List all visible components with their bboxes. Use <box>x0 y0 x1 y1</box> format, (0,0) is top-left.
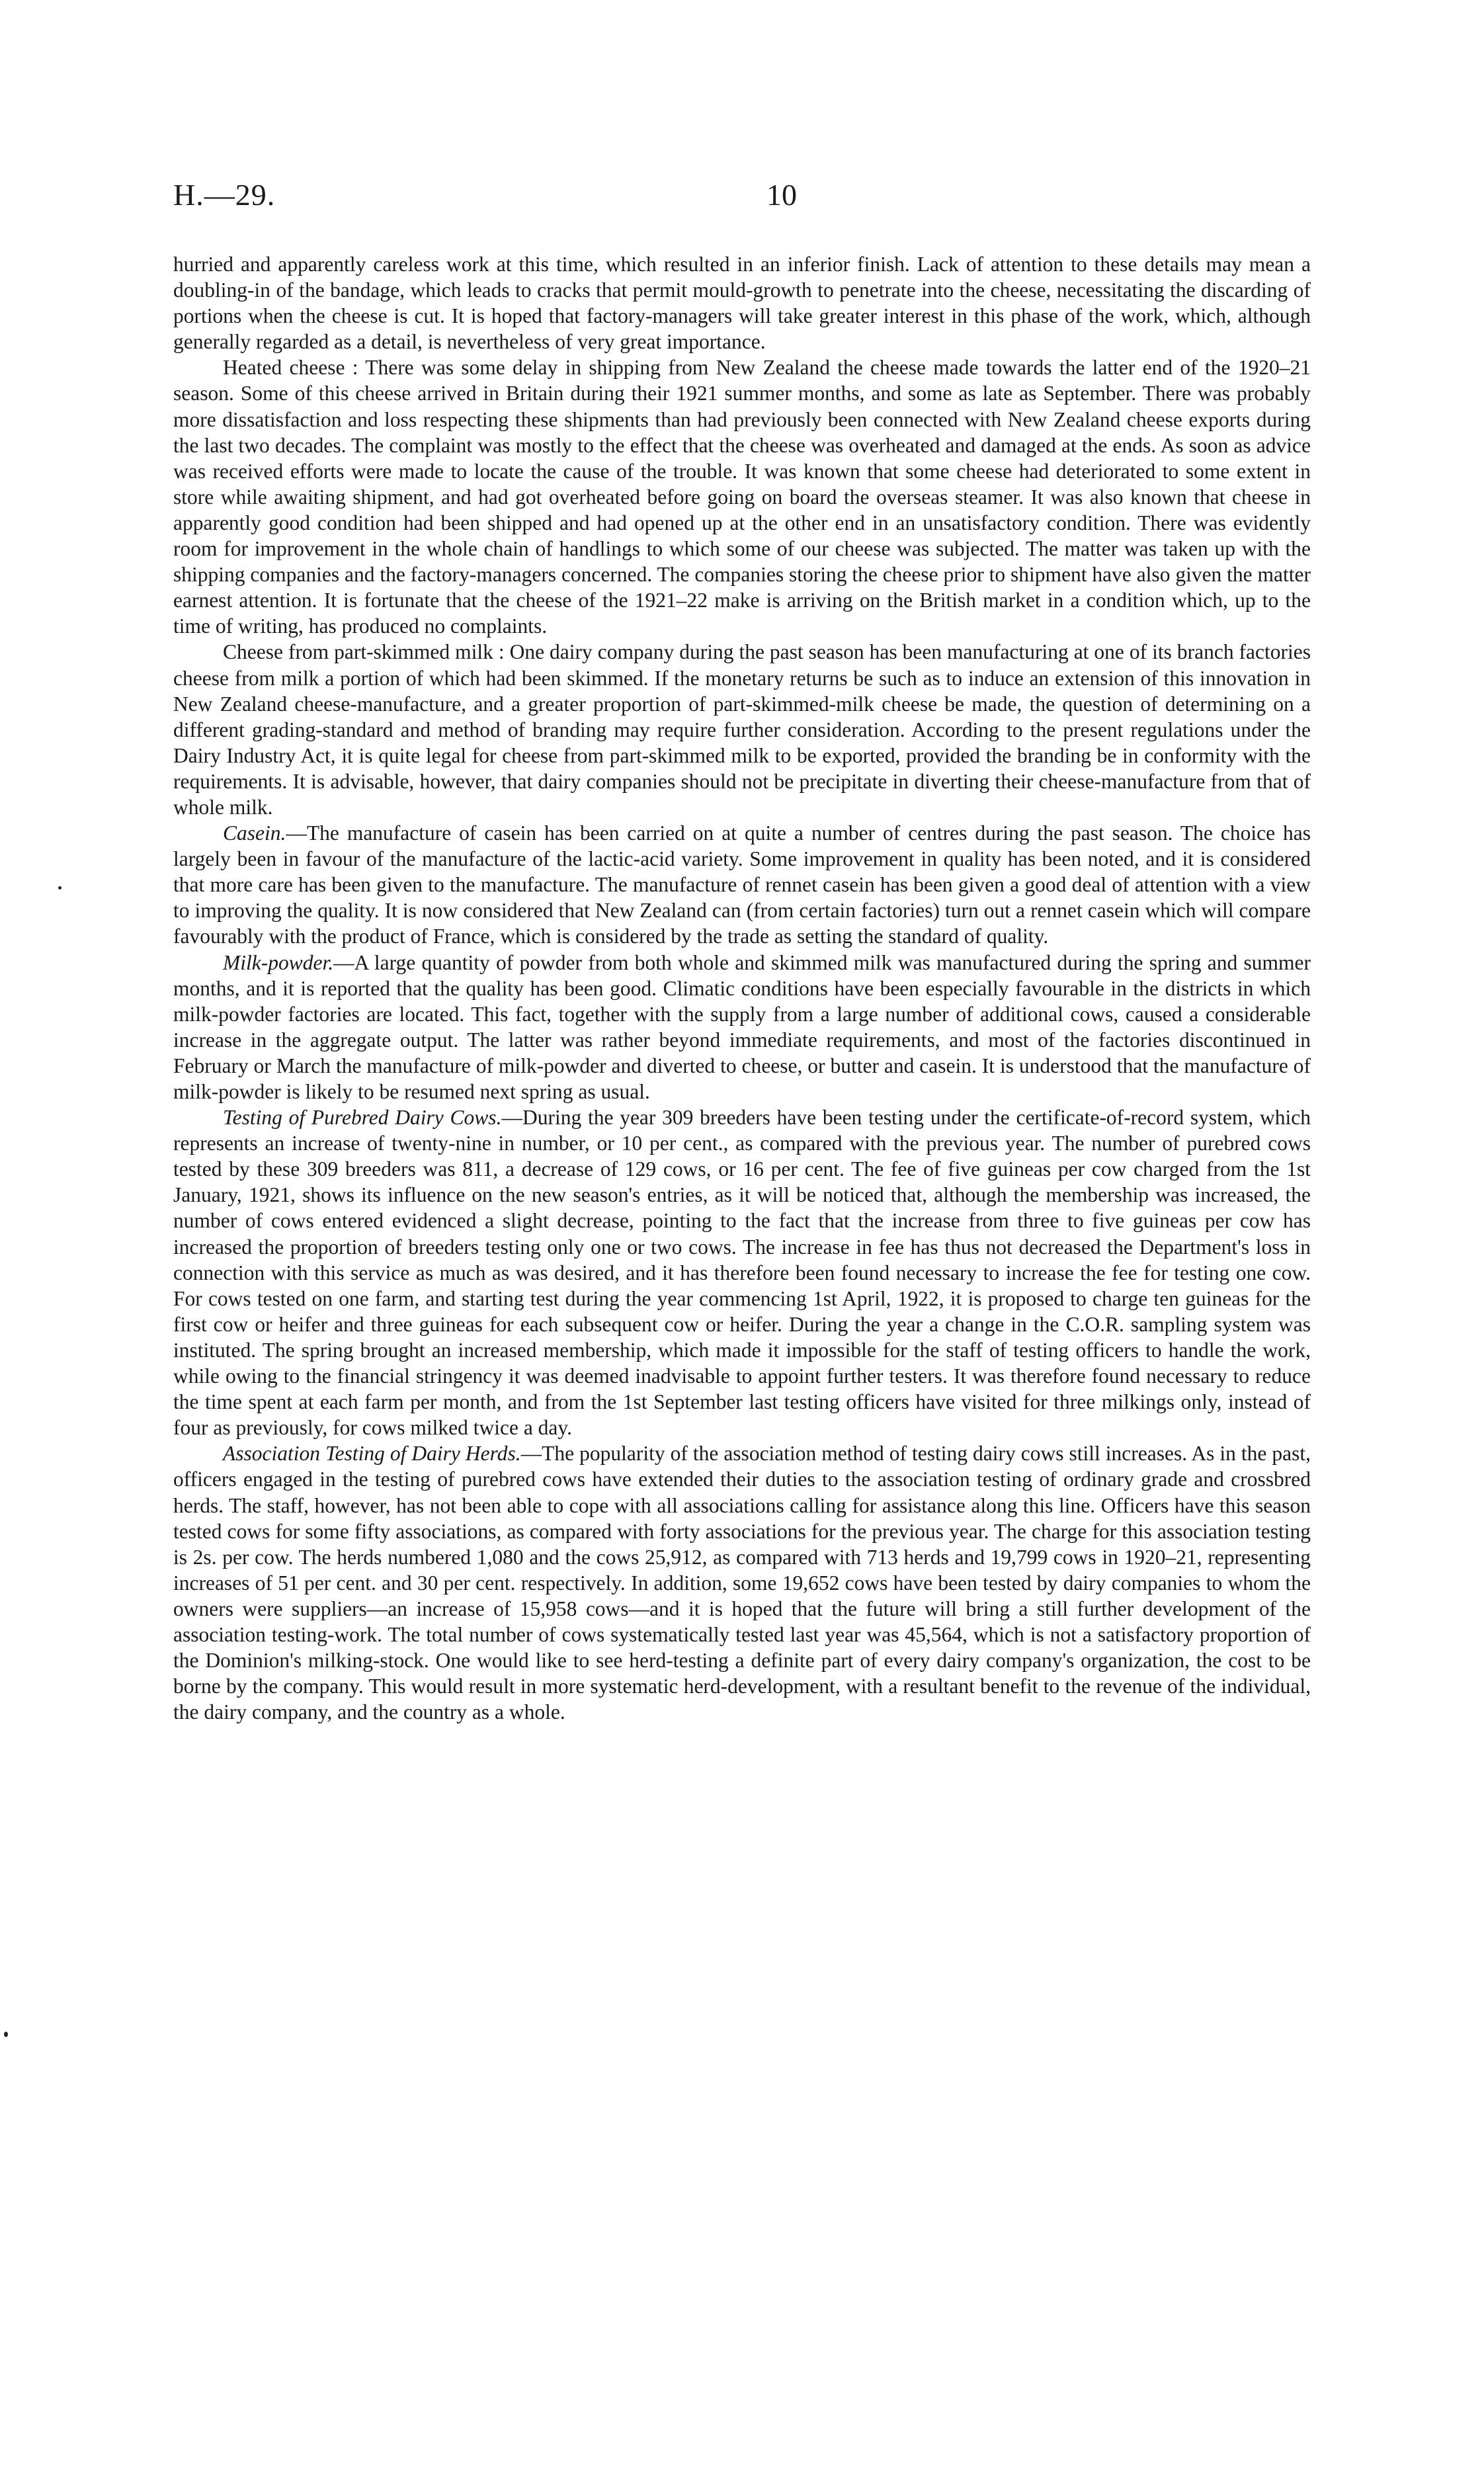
page-number: 10 <box>766 178 797 212</box>
scan-speck-mark <box>4 2032 8 2037</box>
paragraph-testing-purebred-cows <box>173 1104 1311 1440</box>
paragraph-heading: Association Testing of Dairy Herds. <box>223 1442 521 1466</box>
document-body <box>173 251 1311 1725</box>
paragraph-text: —During the year 309 breeders have been testing under the certificate-of-record system, which represents an increase of twenty-nine in number, or 10 per cent., as compared with the previous year. The number of purebred cows tested by these 309 breeders was 811, a decrease of 129 cows, or 16 per cent. The fee of five guineas per cow charged from the 1st January, 1921, shows its influence on the new season's entries, as it will be noticed that, although the membership was increased, the number of cows entered evidenced a slight decrease, pointing to the fact that the increase from three to five guineas per cow has increased the proportion of breeders testing only one or two cows. The increase in fee has thus not decreased the Department's loss in connection with this service as much as was desired, and it has therefore been found necessary to increase the fee for testing one cow. For cows tested on one farm, and starting test during the year commencing 1st April, 1922, it is proposed to charge ten guineas for the first cow or heifer and three guineas for each subsequent cow or heifer. During the year a change in the C.O.R. sampling system was instituted. The spring brought an increased membership, which made it impossible for the staff of testing officers to handle the work, while owing to the financial stringency it was deemed inadvisable to appoint further testers. It was therefore found necessary to reduce the time spent at each farm per month, and from the 1st September last testing officers have visited for three milkings only, instead of four as previously, for cows milked twice a day. <box>173 1106 1311 1440</box>
paragraph-casein <box>173 820 1311 949</box>
paragraph-text: hurried and apparently careless work at this time, which resulted in an inferior finish. Lack of attention to these details may mean a doubling-in of the bandage, which leads to cracks that permit mould-growth to penetrate into the cheese, necessitating the discarding of portions when the cheese is cut. It is hoped that factory-managers will take greater interest in this phase of the work, which, although generally regarded as a detail, is nevertheless of very great importance. <box>173 253 1311 354</box>
paragraph-part-skimmed-cheese <box>173 639 1311 820</box>
paragraph-heading: Milk-powder. <box>223 950 334 974</box>
paragraph-milk-powder <box>173 950 1311 1105</box>
paragraph-association-testing <box>173 1440 1311 1725</box>
scan-speck-mark <box>58 886 62 890</box>
paragraph-heading: Testing of Purebred Dairy Cows. <box>223 1106 502 1130</box>
paragraph-text: —The manufacture of casein has been carried on at quite a number of centres during the past season. The choice has largely been in favour of the manufacture of the lactic-acid variety. Some improvement in quality has been noted, and it is considered that more care has been given to the manufacture. The manufacture of rennet casein has been given a good deal of attention with a view to improving the quality. It is now considered that New Zealand can (from certain factories) turn out a rennet casein which will compare favourably with the product of France, which is considered by the trade as setting the standard of quality. <box>173 821 1311 948</box>
paragraph-text: Heated cheese : There was some delay in shipping from New Zealand the cheese made towards the latter end of the 1920–21 season. Some of this cheese arrived in Britain during their 1921 summer months, and some as late as September. There was probably more dissatisfaction and loss respecting these shipments than had previously been connected with New Zealand cheese exports during the last two decades. The complaint was mostly to the effect that the cheese was overheated and damaged at the ends. As soon as advice was received efforts were made to locate the cause of the trouble. It was known that some cheese had deteriorated to some extent in store while awaiting shipment, and had got overheated before going on board the overseas steamer. It was also known that cheese in apparently good condition had been shipped and had opened up at the other end in an unsatisfactory condition. There was evidently room for improvement in the whole chain of handlings to which some of our cheese was subjected. The matter was taken up with the shipping companies and the factory-managers concerned. The companies storing the cheese prior to shipment have also given the matter earnest attention. It is fortunate that the cheese of the 1921–22 make is arriving on the British market in a condition which, up to the time of writing, has produced no complaints. <box>173 356 1311 638</box>
paragraph-text: —The popularity of the association method of testing dairy cows still increases. As in the past, officers engaged in the testing of purebred cows have extended their duties to the association testing of ordinary grade and crossbred herds. The staff, however, has not been able to cope with all associations calling for assistance along this line. Officers have this season tested cows for some fifty associations, as compared with forty associations for the previous year. The charge for this association testing is 2s. per cow. The herds numbered 1,080 and the cows 25,912, as compared with 713 herds and 19,799 cows in 1920–21, representing increases of 51 per cent. and 30 per cent. respectively. In addition, some 19,652 cows have been tested by dairy companies to whom the owners were suppliers—an increase of 15,958 cows—and it is hoped that the future will bring a still further development of the association testing-work. The total number of cows systematically tested last year was 45,564, which is not a satisfactory proportion of the Dominion's milking-stock. One would like to see herd-testing a definite part of every dairy company's organization, the cost to be borne by the company. This would result in more systematic herd-development, with a resultant benefit to the revenue of the individual, the dairy company, and the country as a whole. <box>173 1442 1311 1724</box>
paragraph-heading: Casein. <box>223 821 286 845</box>
paragraph-continuation <box>173 251 1311 354</box>
paragraph-text: Cheese from part-skimmed milk : One dairy company during the past season has been manufacturing at one of its branch factories cheese from milk a portion of which had been skimmed. If the monetary returns be such as to induce an extension of this innovation in New Zealand cheese-manufacture, and a greater proportion of part-skimmed-milk cheese be made, the question of determining on a different grading-standard and method of branding may require further consideration. According to the present regulations under the Dairy Industry Act, it is quite legal for cheese from part-skimmed milk to be exported, provided the branding be in conformity with the requirements. It is advisable, however, that dairy companies should not be precipitate in diverting their cheese-manufacture from that of whole milk. <box>173 640 1311 819</box>
paragraph-text: —A large quantity of powder from both whole and skimmed milk was manufactured during the spring and summer months, and it is reported that the quality has been good. Climatic conditions have been especially favourable in the districts in which milk-powder factories are located. This fact, together with the supply from a large number of additional cows, caused a considerable increase in the aggregate output. The latter was rather beyond immediate requirements, and most of the factories discontinued in February or March the manufacture of milk-powder and diverted to cheese, or butter and casein. It is understood that the manufacture of milk-powder is likely to be resumed next spring as usual. <box>173 950 1311 1103</box>
paragraph-heated-cheese <box>173 354 1311 639</box>
parliamentary-paper-reference: H.—29. <box>173 178 276 212</box>
page-header <box>173 177 1311 224</box>
